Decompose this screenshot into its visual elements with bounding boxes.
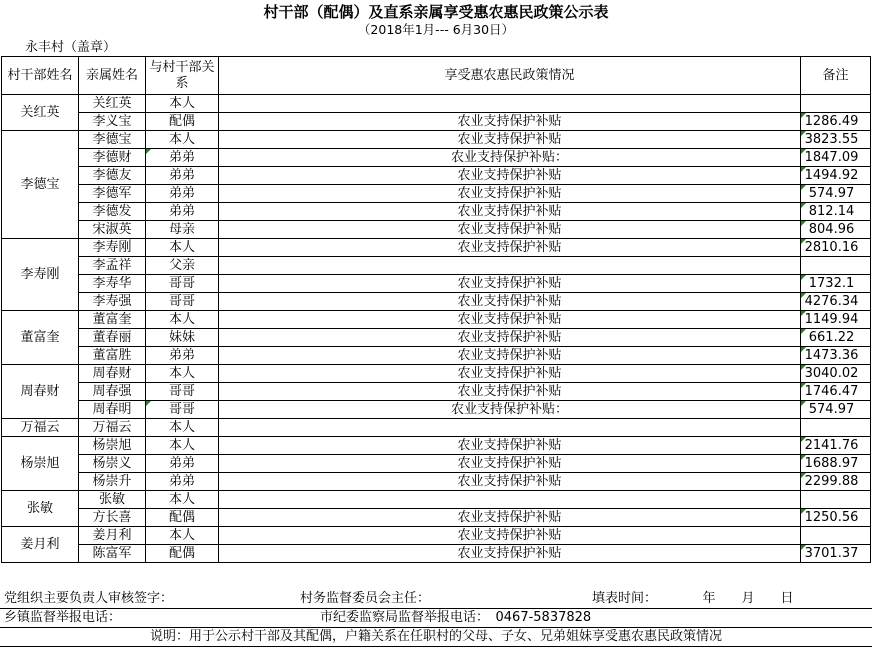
committee-director-label: 村务监督委员会主任： <box>300 591 431 606</box>
table-row <box>2 491 871 509</box>
policy-cell: 农业支持保护补贴： <box>219 401 801 419</box>
relative-name-cell: 李德军 <box>79 185 146 203</box>
policy-cell: 农业支持保护补贴 <box>219 185 801 203</box>
note-cell: 3040.02 <box>801 365 871 383</box>
relation-cell: 弟弟 <box>146 185 219 203</box>
cadre-name-cell: 关红英 <box>2 95 79 131</box>
table-row <box>2 437 871 455</box>
note-cell: 3701.37 <box>801 545 871 563</box>
table-row <box>2 185 871 203</box>
cadre-name-cell: 张敏 <box>2 491 79 527</box>
relative-name-cell: 李德发 <box>79 203 146 221</box>
policy-cell: 农业支持保护补贴： <box>219 149 801 167</box>
table-row <box>2 455 871 473</box>
table-row <box>2 131 871 149</box>
table-row <box>2 509 871 527</box>
policy-cell: 农业支持保护补贴 <box>219 221 801 239</box>
note-cell: 1473.36 <box>801 347 871 365</box>
relation-cell: 本人 <box>146 527 219 545</box>
note-cell: 804.96 <box>801 221 871 239</box>
city-hotline: 市纪委监察局监督举报电话： 0467-5837828 <box>320 610 592 625</box>
table-row <box>2 365 871 383</box>
table-row <box>2 221 871 239</box>
policy-cell: 农业支持保护补贴 <box>219 329 801 347</box>
relative-name-cell: 董富奎 <box>79 311 146 329</box>
note-cell: 661.22 <box>801 329 871 347</box>
note-cell: 1746.47 <box>801 383 871 401</box>
relative-name-cell: 李寿强 <box>79 293 146 311</box>
header-relative-name: 亲属姓名 <box>79 57 146 95</box>
policy-cell <box>219 257 801 275</box>
relative-name-cell: 方长喜 <box>79 509 146 527</box>
relation-cell: 母亲 <box>146 221 219 239</box>
footer-hotline-line <box>0 609 872 627</box>
relation-cell: 弟弟 <box>146 203 219 221</box>
relation-cell: 弟弟 <box>146 455 219 473</box>
table-row <box>2 95 871 113</box>
relative-name-cell: 周春财 <box>79 365 146 383</box>
relative-name-cell: 杨崇义 <box>79 455 146 473</box>
relative-name-cell: 关红英 <box>79 95 146 113</box>
policy-cell: 农业支持保护补贴 <box>219 113 801 131</box>
relation-cell: 哥哥 <box>146 275 219 293</box>
table-row <box>2 113 871 131</box>
note-cell: 1688.97 <box>801 455 871 473</box>
footer-note: 说明：用于公示村干部及其配偶，户籍关系在任职村的父母、子女、兄弟姐妹享受惠农惠民政策情况 <box>149 629 722 644</box>
note-cell <box>801 95 871 113</box>
policy-cell: 农业支持保护补贴 <box>219 347 801 365</box>
relative-name-cell: 周春强 <box>79 383 146 401</box>
policy-cell: 农业支持保护补贴 <box>219 437 801 455</box>
policy-cell: 农业支持保护补贴 <box>219 293 801 311</box>
note-cell: 1286.49 <box>801 113 871 131</box>
table-row <box>2 419 871 437</box>
note-cell <box>801 527 871 545</box>
relative-name-cell: 杨崇升 <box>79 473 146 491</box>
table-row <box>2 383 871 401</box>
relation-cell: 本人 <box>146 311 219 329</box>
relative-name-cell: 董富胜 <box>79 347 146 365</box>
note-cell: 574.97 <box>801 401 871 419</box>
signature-label: 党组织主要负责人审核签字： <box>4 591 174 606</box>
relation-cell: 本人 <box>146 131 219 149</box>
policy-cell <box>219 491 801 509</box>
table-row <box>2 401 871 419</box>
policy-cell: 农业支持保护补贴 <box>219 455 801 473</box>
relation-cell: 本人 <box>146 239 219 257</box>
relative-name-cell: 张敏 <box>79 491 146 509</box>
relative-name-cell: 董春丽 <box>79 329 146 347</box>
policy-cell: 农业支持保护补贴 <box>219 527 801 545</box>
relation-cell: 弟弟 <box>146 149 219 167</box>
header-cadre-name: 村干部姓名 <box>2 57 79 95</box>
note-cell: 1149.94 <box>801 311 871 329</box>
relative-name-cell: 李孟祥 <box>79 257 146 275</box>
policy-cell: 农业支持保护补贴 <box>219 275 801 293</box>
relation-cell: 哥哥 <box>146 383 219 401</box>
cadre-name-cell: 杨崇旭 <box>2 437 79 491</box>
relation-cell: 妹妹 <box>146 329 219 347</box>
relation-cell: 本人 <box>146 365 219 383</box>
table-header-row <box>2 57 871 95</box>
table-row <box>2 203 871 221</box>
note-cell: 4276.34 <box>801 293 871 311</box>
cadre-name-cell: 周春财 <box>2 365 79 419</box>
note-cell: 3823.55 <box>801 131 871 149</box>
relation-cell: 父亲 <box>146 257 219 275</box>
footer-divider <box>0 627 872 628</box>
table-row <box>2 257 871 275</box>
policy-cell: 农业支持保护补贴 <box>219 131 801 149</box>
note-cell: 1250.56 <box>801 509 871 527</box>
table-row <box>2 239 871 257</box>
relative-name-cell: 李义宝 <box>79 113 146 131</box>
relative-name-cell: 李德宝 <box>79 131 146 149</box>
cadre-name-cell: 董富奎 <box>2 311 79 365</box>
table-row <box>2 473 871 491</box>
policy-cell: 农业支持保护补贴 <box>219 383 801 401</box>
note-cell: 2810.16 <box>801 239 871 257</box>
footer-divider <box>0 608 872 609</box>
policy-cell: 农业支持保护补贴 <box>219 545 801 563</box>
table-row <box>2 293 871 311</box>
note-cell: 2141.76 <box>801 437 871 455</box>
relative-name-cell: 陈富军 <box>79 545 146 563</box>
cadre-name-cell: 姜月利 <box>2 527 79 563</box>
policy-cell: 农业支持保护补贴 <box>219 203 801 221</box>
note-cell <box>801 419 871 437</box>
note-cell: 1732.1 <box>801 275 871 293</box>
policy-cell: 农业支持保护补贴 <box>219 365 801 383</box>
header-relation: 与村干部关系 <box>146 57 219 95</box>
relation-cell: 本人 <box>146 419 219 437</box>
disclosure-table <box>1 56 871 563</box>
township-hotline-label: 乡镇监督举报电话： <box>4 610 122 625</box>
note-cell: 2299.88 <box>801 473 871 491</box>
relation-cell: 哥哥 <box>146 293 219 311</box>
policy-cell: 农业支持保护补贴 <box>219 239 801 257</box>
relation-cell: 配偶 <box>146 509 219 527</box>
relation-cell: 弟弟 <box>146 473 219 491</box>
note-cell <box>801 257 871 275</box>
cadre-name-cell: 李寿刚 <box>2 239 79 311</box>
relation-cell: 哥哥 <box>146 401 219 419</box>
table-row <box>2 527 871 545</box>
note-cell: 1847.09 <box>801 149 871 167</box>
relative-name-cell: 杨崇旭 <box>79 437 146 455</box>
relative-name-cell: 万福云 <box>79 419 146 437</box>
relation-cell: 弟弟 <box>146 347 219 365</box>
relation-cell: 本人 <box>146 437 219 455</box>
relative-name-cell: 姜月利 <box>79 527 146 545</box>
note-cell: 1494.92 <box>801 167 871 185</box>
relation-cell: 配偶 <box>146 545 219 563</box>
relative-name-cell: 周春明 <box>79 401 146 419</box>
table-row <box>2 311 871 329</box>
note-cell: 574.97 <box>801 185 871 203</box>
village-seal-label: 永丰村（盖章） <box>25 40 117 55</box>
policy-cell: 农业支持保护补贴 <box>219 473 801 491</box>
table-row <box>2 167 871 185</box>
header-policy: 享受惠农惠民政策情况 <box>219 57 801 95</box>
date-range: （2018年1月--- 6月30日） <box>357 22 515 37</box>
table-row <box>2 275 871 293</box>
header-note: 备注 <box>801 57 871 95</box>
table-row <box>2 545 871 563</box>
relative-name-cell: 李寿华 <box>79 275 146 293</box>
relation-cell: 配偶 <box>146 113 219 131</box>
relation-cell: 本人 <box>146 95 219 113</box>
note-cell: 812.14 <box>801 203 871 221</box>
relative-name-cell: 宋淑英 <box>79 221 146 239</box>
fill-date-label: 填表时间： 年 月 日 <box>592 591 794 606</box>
footer-signature-line <box>0 590 872 608</box>
cadre-name-cell: 李德宝 <box>2 131 79 239</box>
policy-cell <box>219 419 801 437</box>
policy-cell: 农业支持保护补贴 <box>219 509 801 527</box>
policy-cell: 农业支持保护补贴 <box>219 311 801 329</box>
relation-cell: 弟弟 <box>146 167 219 185</box>
relative-name-cell: 李德友 <box>79 167 146 185</box>
relative-name-cell: 李德财 <box>79 149 146 167</box>
relation-cell: 本人 <box>146 491 219 509</box>
table-row <box>2 347 871 365</box>
table-body <box>2 95 871 563</box>
relative-name-cell: 李寿刚 <box>79 239 146 257</box>
table-row <box>2 329 871 347</box>
cadre-name-cell: 万福云 <box>2 419 79 437</box>
table-row <box>2 149 871 167</box>
note-cell <box>801 491 871 509</box>
policy-cell <box>219 95 801 113</box>
policy-cell: 农业支持保护补贴 <box>219 167 801 185</box>
page-title: 村干部（配偶）及直系亲属享受惠农惠民政策公示表 <box>263 3 609 21</box>
